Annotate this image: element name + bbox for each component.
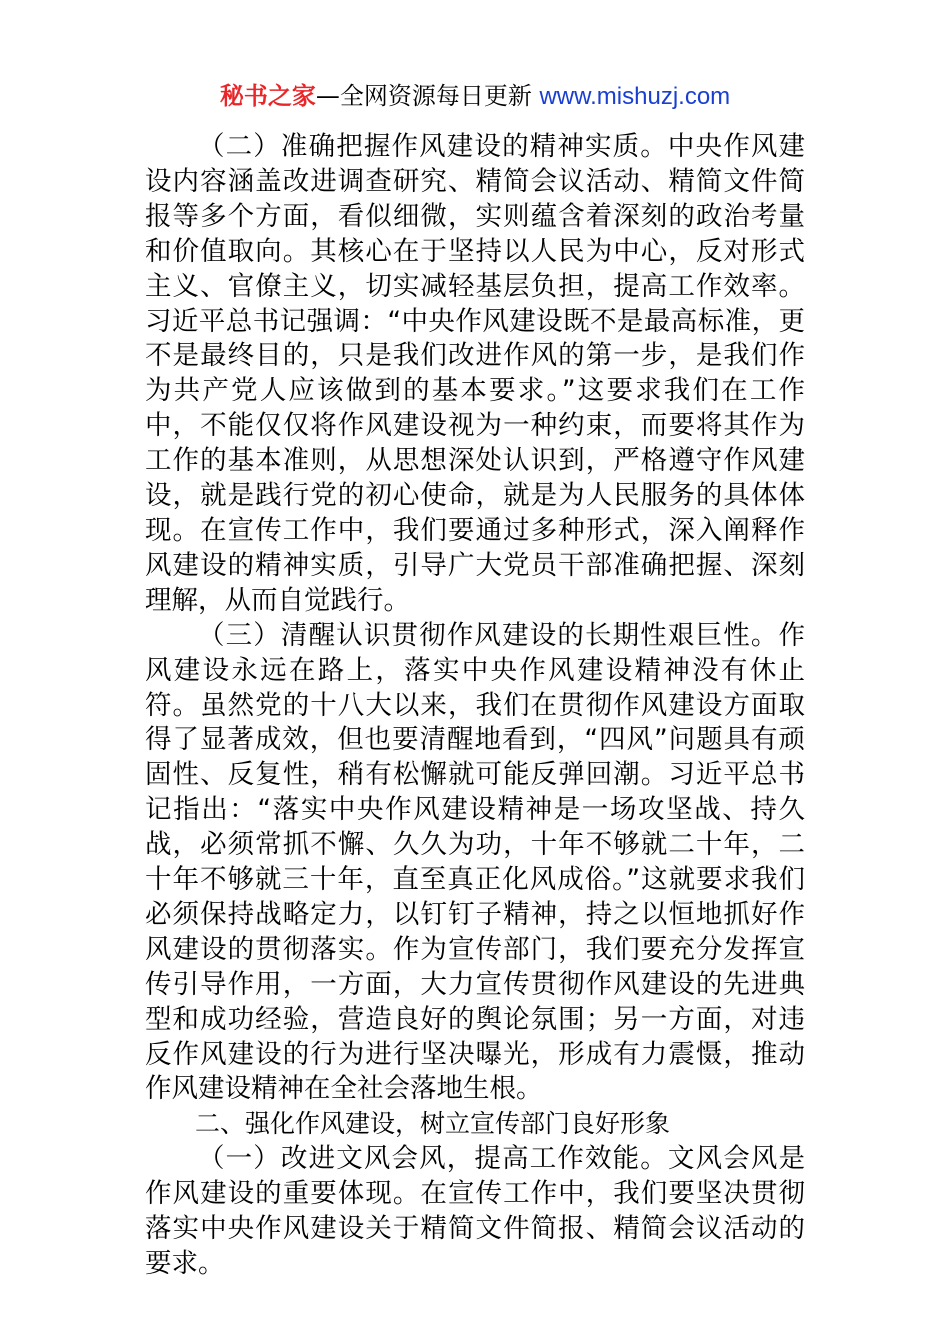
paragraph-2: （二）准确把握作风建设的精神实质。中央作风建设内容涵盖改进调查研究、精简会议活动、精简文件简报等多个方面，看似细微，实则蕴含着深刻的政治考量和价值取向。其核心在于坚持以人民为中心，反对形式主义、官僚主义，切实减轻基层负担，提高工作效率。习近平总书记强调：“中央作风建设既不是最高标准，更不是最终目的，只是我们改进作风的第一步，是我们作为共产党人应该做到的基本要求。”这要求我们在工作中，不能仅仅将作风建设视为一种约束，而要将其作为工作的基本准则，从思想深处认识到，严格遵守作风建设，就是践行党的初心使命，就是为人民服务的具体体现。在宣传工作中，我们要通过多种形式，深入阐释作风建设的精神实质，引导广大党员干部准确把握、深刻理解，从而自觉践行。	[145, 131, 805, 616]
paragraph-3: （三）清醒认识贯彻作风建设的长期性艰巨性。作风建设永远在路上，落实中央作风建设精神没有休止符。虽然党的十八大以来，我们在贯彻作风建设方面取得了显著成效，但也要清醒地看到，“四风”问题具有顽固性、反复性，稍有松懈就可能反弹回潮。习近平总书记指出：“落实中央作风建设精神是一场攻坚战、持久战，必须常抓不懈、久久为功，十年不够就二十年，二十年不够就三十年，直至真正化风成俗。”这就要求我们必须保持战略定力，以钉钉子精神，持之以恒地抓好作风建设的贯彻落实。作为宣传部门，我们要充分发挥宣传引导作用，一方面，大力宣传贯彻作风建设的先进典型和成功经验，营造良好的舆论氛围；另一方面，对违反作风建设的行为进行坚决曝光，形成有力震慑，推动作风建设精神在全社会落地生根。	[145, 619, 805, 1105]
site-brand: 秘书之家	[219, 82, 316, 110]
site-url[interactable]: www.mishuzj.com	[539, 83, 731, 110]
site-tagline: —全网资源每日更新	[315, 82, 540, 110]
site-header	[0, 80, 950, 113]
section-heading: 二、强化作风建设，树立宣传部门良好形象	[195, 1109, 671, 1139]
document-body	[145, 130, 805, 1282]
paragraph-section2-1: （一）改进文风会风，提高工作效能。文风会风是作风建设的重要体现。在宣传工作中，我们要坚决贯彻落实中央作风建设关于精简文件简报、精简会议活动的要求。	[145, 1143, 805, 1279]
